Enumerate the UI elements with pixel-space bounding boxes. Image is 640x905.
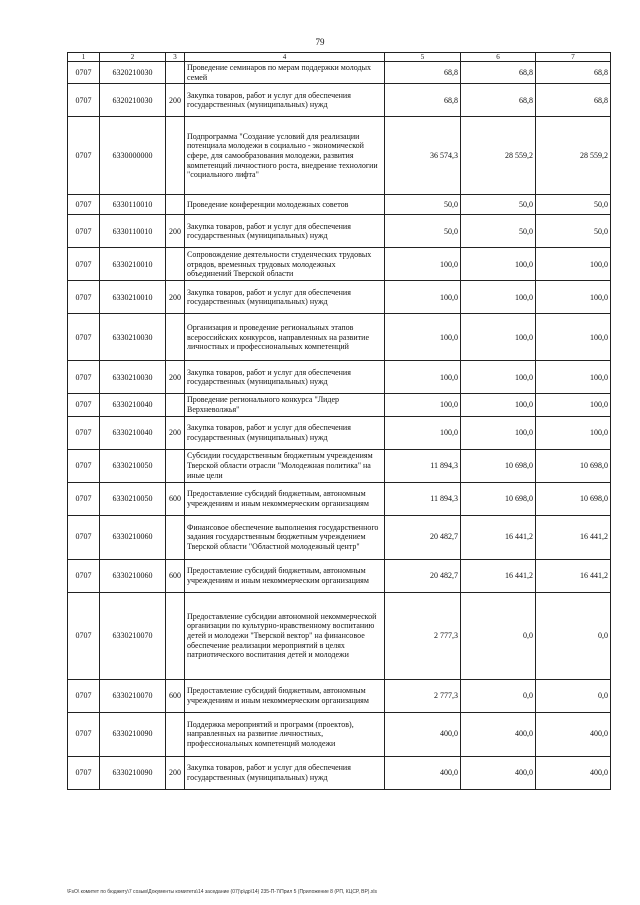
amount-year-2-cell: 400,0 [461,756,536,789]
item-name-cell: Предоставление субсидий бюджетным, автономным учреждениям и иным некоммерческим организациям [185,482,385,515]
amount-year-3-cell: 100,0 [536,416,611,449]
amount-year-3-cell: 50,0 [536,195,611,215]
target-article-cell: 6330210010 [100,248,166,281]
expense-type-cell: 200 [166,416,185,449]
amount-year-2-cell: 100,0 [461,248,536,281]
table-row [68,117,611,195]
amount-year-2-cell: 50,0 [461,195,536,215]
amount-year-3-cell: 0,0 [536,679,611,712]
amount-year-1-cell: 100,0 [385,361,461,394]
table-row [68,314,611,361]
amount-year-2-cell: 100,0 [461,314,536,361]
amount-year-3-cell: 0,0 [536,592,611,679]
amount-year-2-cell: 400,0 [461,712,536,756]
amount-year-2-cell: 28 559,2 [461,117,536,195]
target-article-cell: 6330210050 [100,449,166,482]
table-row [68,62,611,84]
column-number-4: 4 [185,53,385,62]
target-article-cell: 6330210090 [100,756,166,789]
item-name-cell: Закупка товаров, работ и услуг для обеспечения государственных (муниципальных) нужд [185,84,385,117]
column-number-7: 7 [536,53,611,62]
amount-year-1-cell: 11 894,3 [385,449,461,482]
item-name-cell: Поддержка мероприятий и программ (проектов), направленных на развитие личностных, профессиональных компетенций молодежи [185,712,385,756]
section-code-cell: 0707 [68,314,100,361]
amount-year-1-cell: 2 777,3 [385,592,461,679]
amount-year-1-cell: 100,0 [385,416,461,449]
target-article-cell: 6330210030 [100,314,166,361]
section-code-cell: 0707 [68,482,100,515]
amount-year-1-cell: 20 482,7 [385,515,461,559]
amount-year-3-cell: 68,8 [536,84,611,117]
expense-type-cell [166,117,185,195]
expense-type-cell [166,394,185,416]
table-body [68,62,611,790]
item-name-cell: Закупка товаров, работ и услуг для обеспечения государственных (муниципальных) нужд [185,756,385,789]
table-row [68,756,611,789]
amount-year-2-cell: 100,0 [461,281,536,314]
target-article-cell: 6320210030 [100,84,166,117]
item-name-cell: Предоставление субсидий бюджетным, автономным учреждениям и иным некоммерческим организациям [185,679,385,712]
target-article-cell: 6330210030 [100,361,166,394]
table-row [68,592,611,679]
amount-year-3-cell: 100,0 [536,281,611,314]
amount-year-1-cell: 20 482,7 [385,559,461,592]
table-row [68,394,611,416]
table-row [68,248,611,281]
expense-type-cell [166,515,185,559]
section-code-cell: 0707 [68,449,100,482]
table-row [68,361,611,394]
table-row [68,515,611,559]
target-article-cell: 6330210090 [100,712,166,756]
section-code-cell: 0707 [68,679,100,712]
column-number-1: 1 [68,53,100,62]
section-code-cell: 0707 [68,515,100,559]
column-number-5: 5 [385,53,461,62]
section-code-cell: 0707 [68,416,100,449]
item-name-cell: Подпрограмма "Создание условий для реализации потенциала молодежи в социально - экономической сфере, для самообразования молодежи, развития компетенций личностного роста, внедрение технологии "социального лифта" [185,117,385,195]
target-article-cell: 6330210010 [100,281,166,314]
target-article-cell: 6330210040 [100,394,166,416]
section-code-cell: 0707 [68,117,100,195]
amount-year-2-cell: 50,0 [461,215,536,248]
expense-type-cell [166,62,185,84]
target-article-cell: 6330000000 [100,117,166,195]
table-row [68,84,611,117]
amount-year-1-cell: 100,0 [385,248,461,281]
target-article-cell: 6320210030 [100,62,166,84]
amount-year-2-cell: 68,8 [461,84,536,117]
section-code-cell: 0707 [68,248,100,281]
target-article-cell: 6330210060 [100,559,166,592]
table-header [68,53,611,62]
table-row [68,195,611,215]
expense-type-cell: 600 [166,482,185,515]
budget-table [67,52,611,790]
expense-type-cell: 200 [166,361,185,394]
amount-year-1-cell: 36 574,3 [385,117,461,195]
section-code-cell: 0707 [68,215,100,248]
table-row [68,215,611,248]
amount-year-3-cell: 400,0 [536,756,611,789]
column-number-2: 2 [100,53,166,62]
item-name-cell: Проведение регионального конкурса "Лидер Верхневолжья" [185,394,385,416]
amount-year-2-cell: 100,0 [461,416,536,449]
amount-year-3-cell: 400,0 [536,712,611,756]
expense-type-cell: 200 [166,281,185,314]
file-path-footer: \FsO\ комитет по бюджету\7 созыв\Документы комитета\14 заседание (07)\р\др\14) 235-П-7\Прил 5 (Приложение 8 (РП, КЦСР, ВР).xls [67,889,377,895]
target-article-cell: 6330210070 [100,679,166,712]
section-code-cell: 0707 [68,195,100,215]
section-code-cell: 0707 [68,559,100,592]
amount-year-3-cell: 16 441,2 [536,515,611,559]
item-name-cell: Закупка товаров, работ и услуг для обеспечения государственных (муниципальных) нужд [185,215,385,248]
target-article-cell: 6330110010 [100,195,166,215]
item-name-cell: Закупка товаров, работ и услуг для обеспечения государственных (муниципальных) нужд [185,281,385,314]
amount-year-2-cell: 16 441,2 [461,559,536,592]
target-article-cell: 6330210070 [100,592,166,679]
column-number-6: 6 [461,53,536,62]
amount-year-3-cell: 10 698,0 [536,449,611,482]
expense-type-cell [166,449,185,482]
item-name-cell: Проведение семинаров по мерам поддержки молодых семей [185,62,385,84]
item-name-cell: Предоставление субсидий бюджетным, автономным учреждениям и иным некоммерческим организациям [185,559,385,592]
amount-year-2-cell: 10 698,0 [461,449,536,482]
item-name-cell: Закупка товаров, работ и услуг для обеспечения государственных (муниципальных) нужд [185,361,385,394]
expense-type-cell: 200 [166,215,185,248]
section-code-cell: 0707 [68,84,100,117]
item-name-cell: Организация и проведение региональных этапов всероссийских конкурсов, направленных на развитие личностных и профессиональных компетенций [185,314,385,361]
amount-year-3-cell: 68,8 [536,62,611,84]
amount-year-2-cell: 16 441,2 [461,515,536,559]
table-row [68,449,611,482]
amount-year-3-cell: 16 441,2 [536,559,611,592]
amount-year-3-cell: 100,0 [536,361,611,394]
target-article-cell: 6330210050 [100,482,166,515]
column-number-row [68,53,611,62]
amount-year-2-cell: 100,0 [461,394,536,416]
section-code-cell: 0707 [68,712,100,756]
table-row [68,712,611,756]
amount-year-1-cell: 50,0 [385,195,461,215]
expense-type-cell [166,314,185,361]
target-article-cell: 6330210060 [100,515,166,559]
item-name-cell: Финансовое обеспечение выполнения государственного задания государственным бюджетным учреждением Тверской области "Областной молодежный центр" [185,515,385,559]
expense-type-cell: 200 [166,84,185,117]
table-row [68,482,611,515]
amount-year-1-cell: 50,0 [385,215,461,248]
amount-year-3-cell: 100,0 [536,248,611,281]
item-name-cell: Предоставление субсидии автономной некоммерческой организации по культурно-нравственному воспитанию детей и молодежи "Тверской вектор" на финансовое обеспечение реализации мероприятий в целях патриотического воспитания детей и молодежи [185,592,385,679]
column-number-3: 3 [166,53,185,62]
section-code-cell: 0707 [68,361,100,394]
amount-year-2-cell: 0,0 [461,679,536,712]
amount-year-1-cell: 11 894,3 [385,482,461,515]
amount-year-1-cell: 100,0 [385,314,461,361]
expense-type-cell [166,248,185,281]
section-code-cell: 0707 [68,62,100,84]
amount-year-1-cell: 2 777,3 [385,679,461,712]
section-code-cell: 0707 [68,281,100,314]
table-row [68,281,611,314]
expense-type-cell: 600 [166,679,185,712]
section-code-cell: 0707 [68,592,100,679]
expense-type-cell [166,195,185,215]
amount-year-2-cell: 68,8 [461,62,536,84]
amount-year-3-cell: 100,0 [536,394,611,416]
amount-year-3-cell: 50,0 [536,215,611,248]
target-article-cell: 6330110010 [100,215,166,248]
amount-year-2-cell: 10 698,0 [461,482,536,515]
expense-type-cell: 200 [166,756,185,789]
item-name-cell: Сопровождение деятельности студенческих трудовых отрядов, временных трудовых молодежных объединений Тверской области [185,248,385,281]
table-row [68,416,611,449]
expense-type-cell: 600 [166,559,185,592]
amount-year-2-cell: 0,0 [461,592,536,679]
item-name-cell: Закупка товаров, работ и услуг для обеспечения государственных (муниципальных) нужд [185,416,385,449]
amount-year-3-cell: 28 559,2 [536,117,611,195]
amount-year-1-cell: 100,0 [385,281,461,314]
amount-year-2-cell: 100,0 [461,361,536,394]
amount-year-3-cell: 100,0 [536,314,611,361]
amount-year-1-cell: 68,8 [385,62,461,84]
page-number: 79 [315,37,325,47]
amount-year-3-cell: 10 698,0 [536,482,611,515]
section-code-cell: 0707 [68,756,100,789]
amount-year-1-cell: 400,0 [385,712,461,756]
table-row [68,559,611,592]
item-name-cell: Субсидии государственным бюджетным учреждениям Тверской области отрасли "Молодежная политика" на иные цели [185,449,385,482]
item-name-cell: Проведение конференции молодежных советов [185,195,385,215]
amount-year-1-cell: 100,0 [385,394,461,416]
table-row [68,679,611,712]
expense-type-cell [166,592,185,679]
amount-year-1-cell: 68,8 [385,84,461,117]
expense-type-cell [166,712,185,756]
target-article-cell: 6330210040 [100,416,166,449]
section-code-cell: 0707 [68,394,100,416]
amount-year-1-cell: 400,0 [385,756,461,789]
